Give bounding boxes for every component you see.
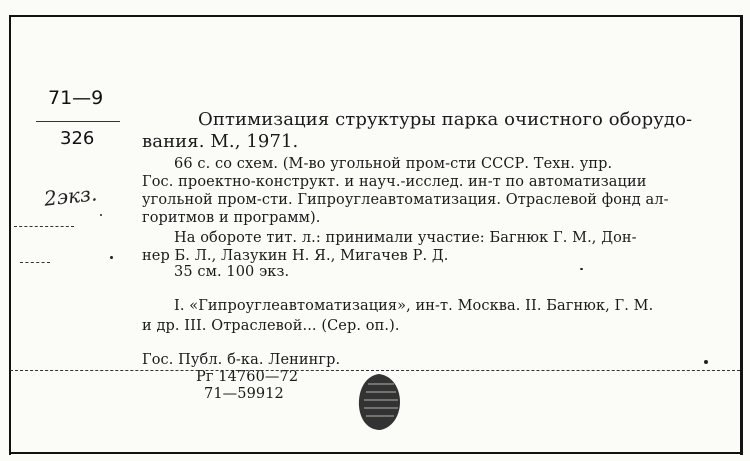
title-line-1: Оптимизация структуры парка очистного оборудо-: [198, 109, 693, 130]
card-right-border: [740, 15, 743, 455]
title-line-2: вания. М., 1971.: [142, 131, 299, 152]
card-bottom-border: [10, 452, 742, 454]
tracings-line-2: и др. III. Отраслевой... (Сер. оп.).: [142, 318, 400, 334]
note-line-2: нер Б. Л., Лазукин Н. Я., Мигачев Р. Д.: [142, 248, 449, 264]
series-line-2: угольной пром-сти. Гипроуглеавтоматизация. Отраслевой фонд ал-: [142, 192, 669, 208]
card-number: 71—59912: [204, 386, 284, 402]
call-number-divider: [36, 121, 120, 122]
speck: [100, 214, 102, 216]
speck: [704, 360, 708, 364]
tracings-line-1: I. «Гипроуглеавтоматизация», ин-т. Москва. II. Багнюк, Г. М.: [174, 298, 654, 314]
size-copies-line: 35 см. 100 экз.: [174, 264, 290, 280]
handwritten-note: 2экз.: [42, 181, 99, 211]
call-number-bottom: 326: [60, 128, 95, 149]
call-number-top: 71—9: [48, 87, 104, 109]
speck: [110, 256, 113, 259]
ink-stamp-mark: [356, 372, 402, 432]
series-line-1: Гос. проектно-конструкт. и науч.-исслед. ин-т по автоматизации: [142, 174, 647, 190]
registration-number: Рг 14760—72: [196, 369, 299, 385]
scan-artifact-mark: [20, 262, 50, 263]
card-left-border: [9, 15, 11, 455]
library-imprint: Гос. Публ. б-ка. Ленингр.: [142, 352, 341, 368]
speck: [580, 268, 583, 270]
collation-line: 66 с. со схем. (М-во угольной пром-сти СССР. Техн. упр.: [174, 156, 613, 172]
series-line-3: горитмов и программ).: [142, 210, 321, 226]
scan-artifact-mark: [14, 226, 74, 227]
card-top-border: [10, 15, 740, 17]
scan-artifact-line: [10, 370, 740, 371]
note-line-1: На обороте тит. л.: принимали участие: Багнюк Г. М., Дон-: [174, 230, 637, 246]
